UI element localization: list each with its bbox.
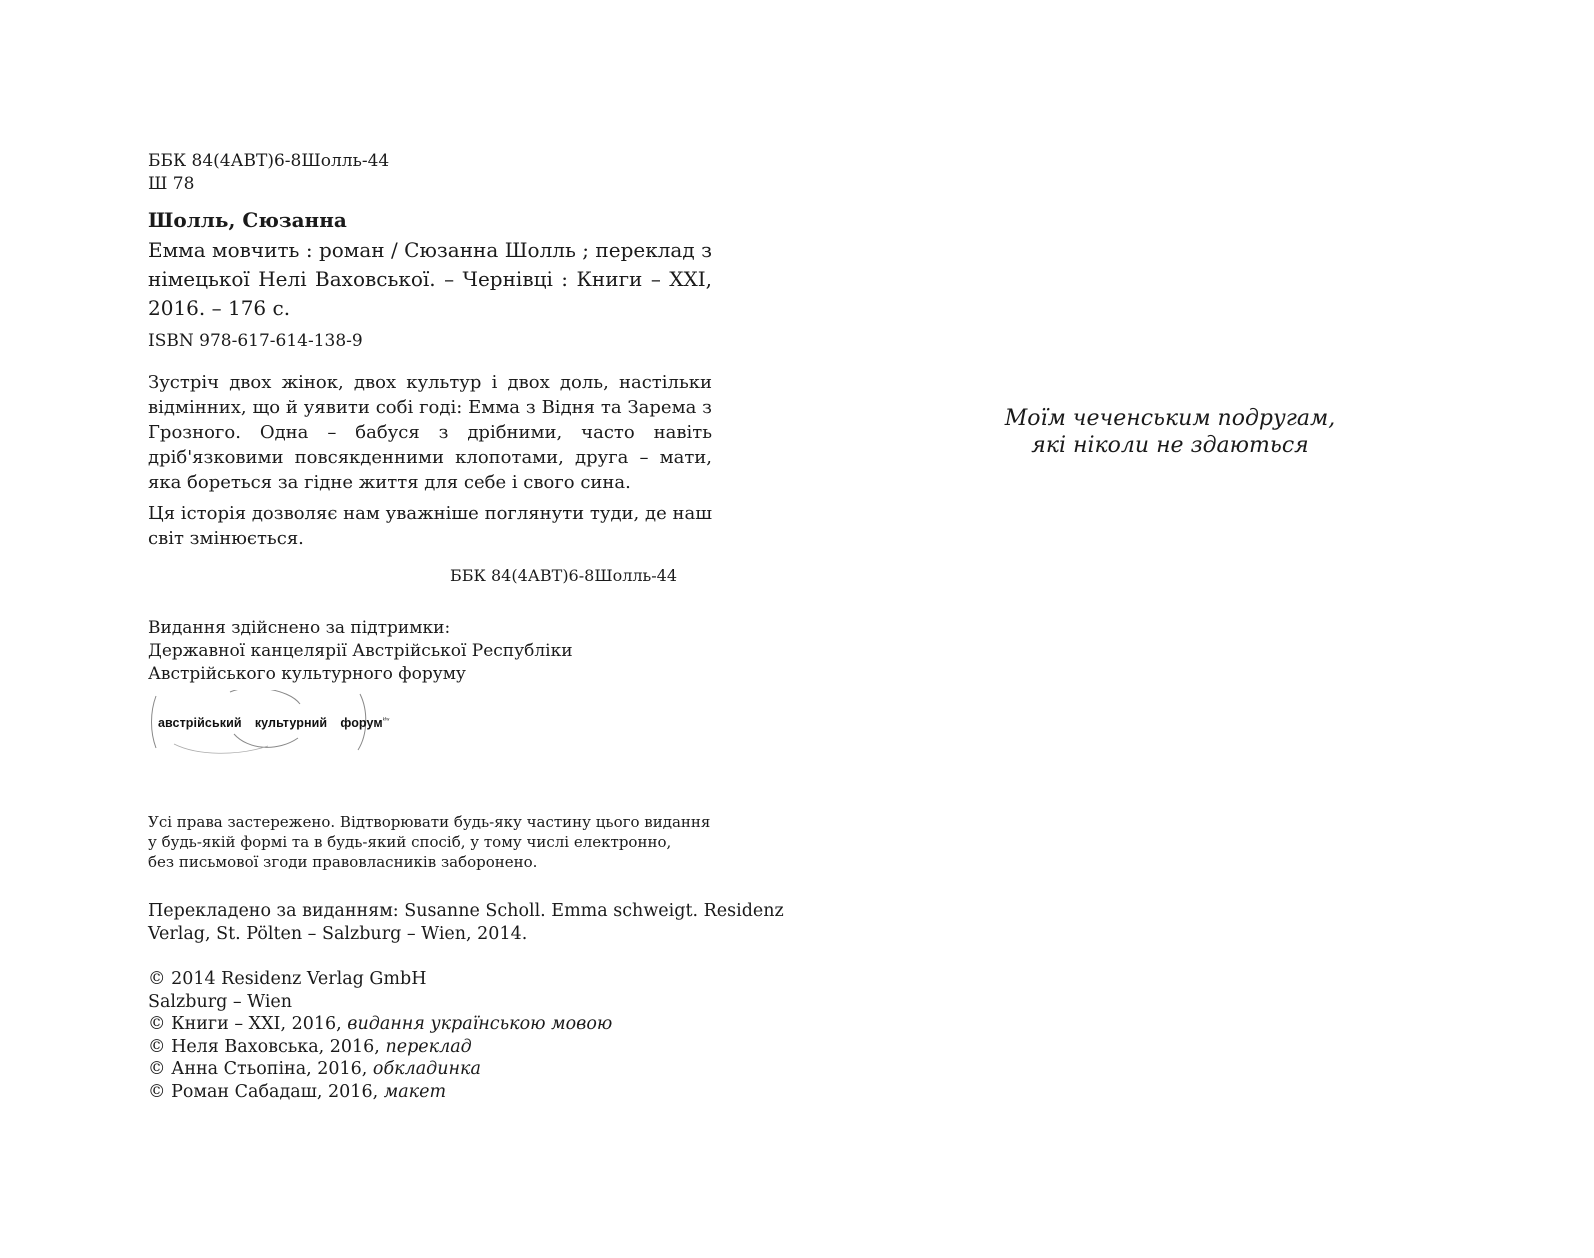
copyright-holder: Salzburg – Wien (148, 991, 293, 1012)
classification-codes (148, 150, 712, 196)
copyright-holder: © Книги – ХХІ, 2016, (148, 1014, 348, 1034)
copyright-line (148, 1058, 712, 1081)
copyright-role: видання українською мовою (347, 1014, 613, 1034)
rights-line: Усі права застережено. Відтворювати будь-яку частину цього видання (148, 813, 711, 831)
rights-line: без письмової згоди правовласників заборонено. (148, 853, 538, 871)
annotation-paragraph: Зустріч двох жінок, двох культур і двох доль, настільки відмінних, що й уявити собі годі: Емма з Відня та Зарема з Грозного. Одна – бабуся з дрібними, часто навіть дріб'язковими повсякденними клопотами, друга – мати, яка бореться за гідне життя для себе і свого сина. (148, 372, 712, 493)
rights-line: у будь-якій формі та в будь-який спосіб, у тому числі електронно, (148, 833, 672, 851)
author-mark: Ш 78 (148, 174, 195, 194)
annotation-paragraph: Ця історія дозволяє нам уважніше поглянути туди, де наш світ змінюється. (148, 503, 712, 549)
logo-word: форум (340, 716, 383, 730)
rights-notice (148, 812, 712, 872)
original-edition-line: Verlag, St. Pölten – Salzburg – Wien, 2014. (148, 924, 528, 944)
copyright-list (148, 968, 712, 1103)
annotation (148, 370, 712, 551)
bbk-code-right: ББК 84(4АВТ)6-8Шолль-44 (450, 566, 678, 585)
austrian-cultural-forum-logo (148, 690, 390, 758)
copyright-role: обкладинка (372, 1059, 481, 1079)
biblio-line: німецької Нелі Ваховської. – Чернівці : Книги – ХХІ, (148, 267, 712, 291)
support-statement (148, 617, 712, 686)
logo-mark: ᵏᶠʷ (382, 717, 390, 724)
support-line: Видання здійснено за підтримки: (148, 618, 451, 638)
original-edition-note (148, 900, 784, 946)
copyright-holder: © Роман Сабадаш, 2016, (148, 1081, 384, 1102)
copyright-line (148, 1013, 712, 1036)
isbn: ISBN 978-617-614-138-9 (148, 331, 363, 351)
copyright-line (148, 1081, 712, 1104)
biblio-line: 2016. – 176 с. (148, 296, 291, 320)
copyright-role: макет (383, 1081, 447, 1102)
dedication (980, 405, 1360, 459)
original-edition-line: Перекладено за виданням: Susanne Scholl. Emma schweigt. Residenz (148, 901, 784, 921)
copyright-line (148, 991, 712, 1014)
bbk-code: ББК 84(4АВТ)6-8Шолль-44 (148, 151, 390, 171)
bibliographic-description (148, 236, 712, 323)
dedication-line: Моїм чеченським подругам, (1004, 406, 1336, 431)
logo-wordmark (158, 716, 389, 730)
dedication-line: які ніколи не здаються (1031, 433, 1309, 458)
copyright-line (148, 1036, 712, 1059)
support-line: Австрійського культурного форуму (148, 664, 466, 684)
logo-word: культурний (254, 716, 328, 730)
copyright-holder: © Неля Ваховська, 2016, (148, 1036, 386, 1057)
author-heading: Шолль, Сюзанна (148, 208, 347, 232)
copyright-line (148, 968, 712, 991)
support-line: Державної канцелярії Австрійської Республіки (148, 641, 573, 661)
copyright-holder: © 2014 Residenz Verlag GmbH (148, 969, 427, 989)
copyright-role: переклад (385, 1036, 472, 1057)
copyright-holder: © Анна Стьопіна, 2016, (148, 1059, 373, 1079)
biblio-line: Емма мовчить : роман / Сюзанна Шолль ; переклад з (148, 238, 712, 262)
logo-word: австрійський (158, 716, 242, 730)
